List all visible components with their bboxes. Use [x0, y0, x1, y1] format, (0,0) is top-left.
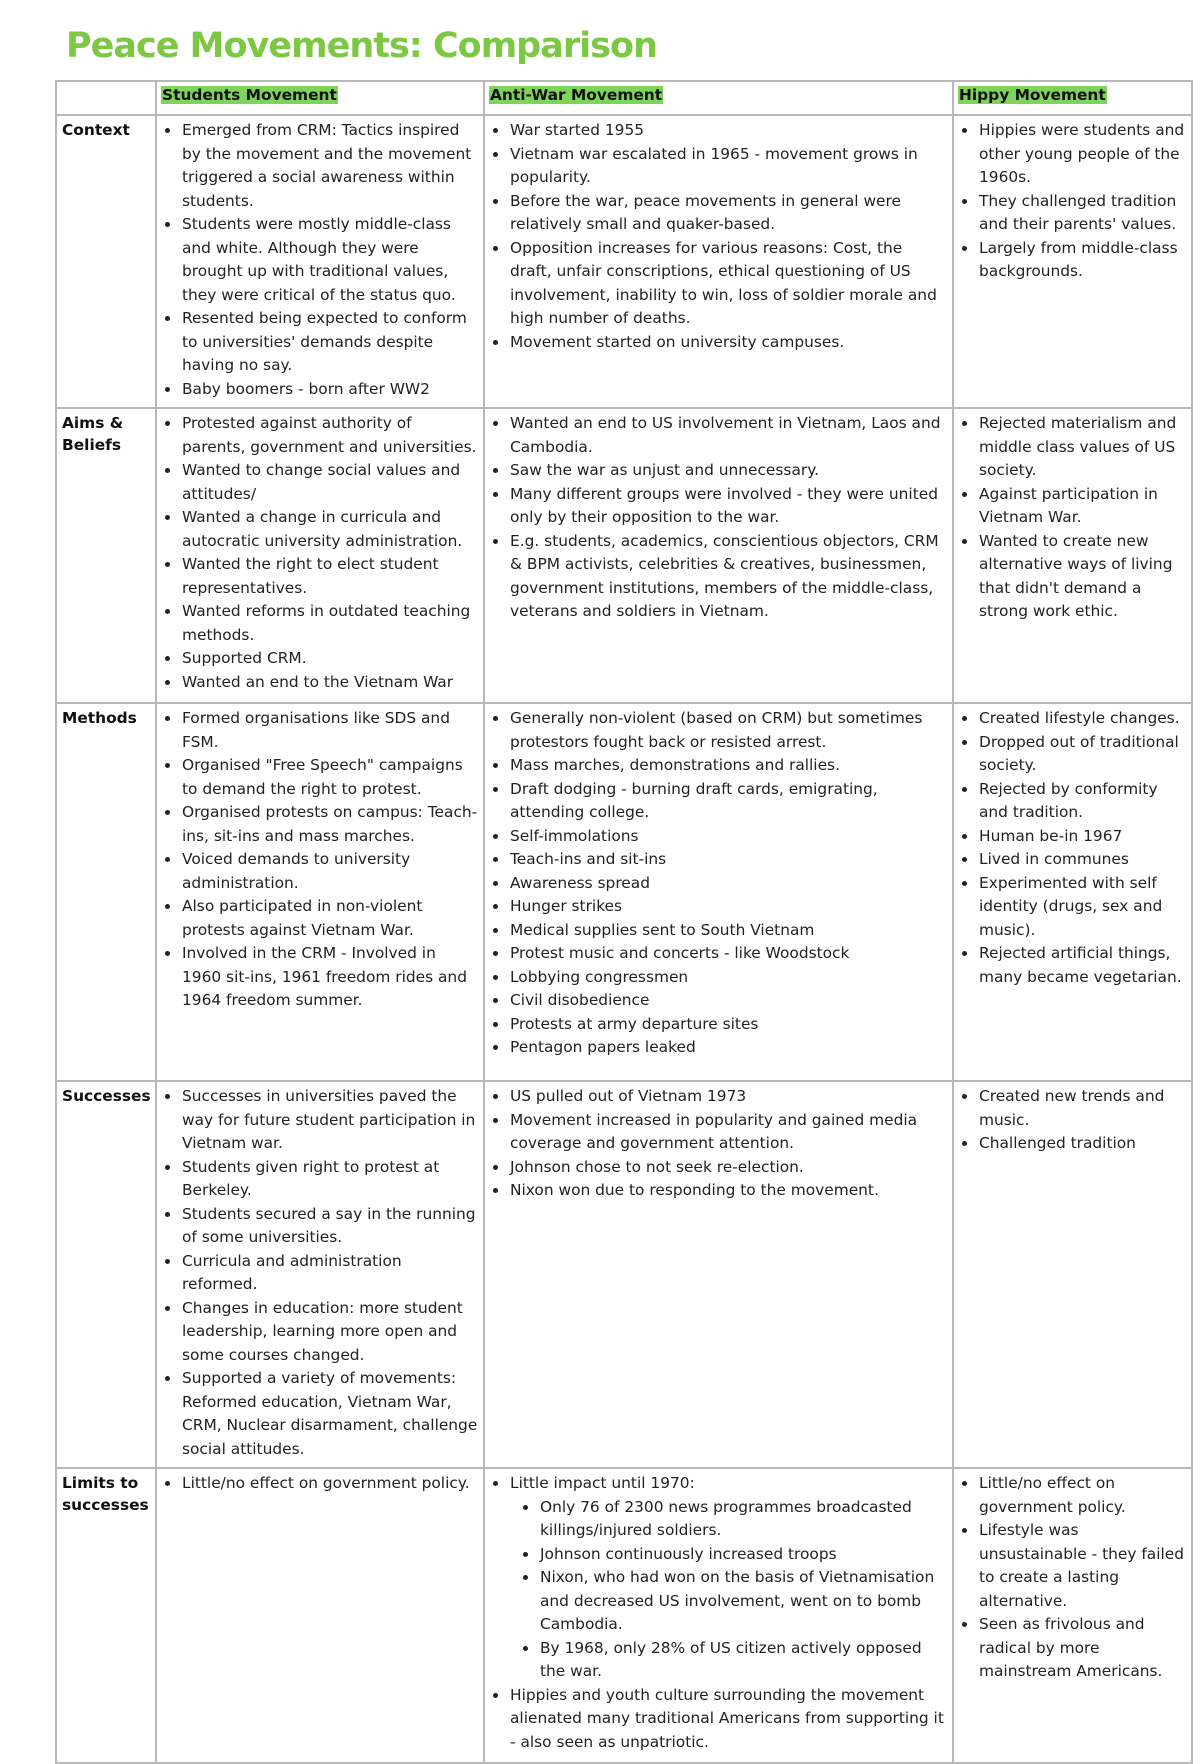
bullet-item: • Organised "Free Speech" campaigns to demand the right to protest. — [181, 754, 479, 801]
bullet-item: • Students secured a say in the running of some universities. — [181, 1203, 479, 1250]
bullet-item: • Students given right to protest at Berkeley. — [181, 1156, 479, 1203]
bullet-item: • Awareness spread — [509, 872, 948, 896]
cell-students — [156, 703, 484, 1081]
row-aims-beliefs — [56, 408, 1192, 703]
bullet-item — [509, 1472, 948, 1496]
bullet-item: • Wanted a change in curricula and autocratic university administration. — [181, 506, 479, 553]
bullet-item: • US pulled out of Vietnam 1973 — [509, 1085, 948, 1109]
bullet-item: • Changes in education: more student leadership, learning more open and some courses changed. — [181, 1297, 479, 1368]
cell-antiwar — [484, 703, 953, 1081]
bullet-item: • Supported a variety of movements: Reformed education, Vietnam War, CRM, Nuclear disarmament, challenge social attitudes. — [181, 1367, 479, 1461]
bullet-item: • Movement started on university campuses. — [509, 331, 948, 355]
bullet-item: • E.g. students, academics, conscientious objectors, CRM & BPM activists, celebrities & creatives, businessmen, government institutions, members of the middle-class, veterans and soldiers in Vietnam. — [509, 530, 948, 624]
bullet-item: • Little/no effect on government policy. — [181, 1472, 479, 1496]
bullet-item: • Involved in the CRM - Involved in 1960 sit-ins, 1961 freedom rides and 1964 freedom summer. — [181, 942, 479, 1013]
bullet-item: • Organised protests on campus: Teach-ins, sit-ins and mass marches. — [181, 801, 479, 848]
bullet-item: • Movement increased in popularity and gained media coverage and government attention. — [509, 1109, 948, 1156]
bullet-item: • Experimented with self identity (drugs, sex and music). — [978, 872, 1187, 943]
bullet-item: • Curricula and administration reformed. — [181, 1250, 479, 1297]
row-limits — [56, 1468, 1192, 1763]
row-label: Context — [56, 115, 156, 408]
bullet-item: • Successes in universities paved the way for future student participation in Vietnam war. — [181, 1085, 479, 1156]
bullet-item: • Created lifestyle changes. — [978, 707, 1187, 731]
bullet-item: • Mass marches, demonstrations and rallies. — [509, 754, 948, 778]
bullet-item: • Against participation in Vietnam War. — [978, 483, 1187, 530]
bullet-item: • Protests at army departure sites — [509, 1013, 948, 1037]
bullet-item: • Emerged from CRM: Tactics inspired by the movement and the movement triggered a social awareness within students. — [181, 119, 479, 213]
bullet-item: • Supported CRM. — [181, 647, 479, 671]
bullet-item: • Formed organisations like SDS and FSM. — [181, 707, 479, 754]
header-label: Hippy Movement — [959, 86, 1106, 104]
header-antiwar — [484, 81, 953, 115]
bullet-item: • Hippies were students and other young people of the 1960s. — [978, 119, 1187, 190]
header-label: Students Movement — [162, 86, 337, 104]
bullet-item: • Many different groups were involved - they were united only by their opposition to the war. — [509, 483, 948, 530]
bullet-item: • Human be-in 1967 — [978, 825, 1187, 849]
bullet-item: • Saw the war as unjust and unnecessary. — [509, 459, 948, 483]
bullet-item: • Resented being expected to conform to universities' demands despite having no say. — [181, 307, 479, 378]
row-label: Methods — [56, 703, 156, 1081]
bullet-item: • Lived in communes — [978, 848, 1187, 872]
row-label: Successes — [56, 1081, 156, 1468]
bullet-item: • Lifestyle was unsustainable - they failed to create a lasting alternative. — [978, 1519, 1187, 1613]
header-hippy — [953, 81, 1192, 115]
bullet-item: • Wanted the right to elect student representatives. — [181, 553, 479, 600]
row-methods — [56, 703, 1192, 1081]
row-successes — [56, 1081, 1192, 1468]
bullet-item: • Rejected materialism and middle class values of US society. — [978, 412, 1187, 483]
bullet-item: • Rejected artificial things, many became vegetarian. — [978, 942, 1187, 989]
sub-bullet-item: • Johnson continuously increased troops — [539, 1543, 948, 1567]
bullet-item: • Johnson chose to not seek re-election. — [509, 1156, 948, 1180]
page-title: Peace Movements: Comparison — [66, 26, 657, 66]
bullet-item: • Dropped out of traditional society. — [978, 731, 1187, 778]
header-students — [156, 81, 484, 115]
bullet-item: • Largely from middle-class backgrounds. — [978, 237, 1187, 284]
row-label: Aims & Beliefs — [56, 408, 156, 703]
cell-antiwar — [484, 1468, 953, 1763]
bullet-text: Little impact until 1970: — [510, 1474, 695, 1492]
bullet-item: • War started 1955 — [509, 119, 948, 143]
sub-list — [489, 1496, 948, 1684]
row-label: Limits to successes — [56, 1468, 156, 1763]
bullet-item: • Wanted to change social values and attitudes/ — [181, 459, 479, 506]
bullet-item: • Challenged tradition — [978, 1132, 1187, 1156]
sub-bullet-item: • By 1968, only 28% of US citizen actively opposed the war. — [539, 1637, 948, 1684]
cell-hippy — [953, 703, 1192, 1081]
cell-students — [156, 115, 484, 408]
cell-antiwar — [484, 408, 953, 703]
bullet-item: • Lobbying congressmen — [509, 966, 948, 990]
header-row — [56, 81, 1192, 115]
bullet-item: • Also participated in non-violent protests against Vietnam War. — [181, 895, 479, 942]
bullet-item: • They challenged tradition and their parents' values. — [978, 190, 1187, 237]
cell-students — [156, 1081, 484, 1468]
header-label: Anti-War Movement — [490, 86, 663, 104]
cell-hippy — [953, 1468, 1192, 1763]
bullet-item: • Opposition increases for various reasons: Cost, the draft, unfair conscriptions, ethical questioning of US involvement, inability to win, loss of soldier morale and high number of deaths. — [509, 237, 948, 331]
bullet-item: • Wanted to create new alternative ways of living that didn't demand a strong work ethic. — [978, 530, 1187, 624]
cell-antiwar — [484, 115, 953, 408]
cell-students — [156, 1468, 484, 1763]
cell-students — [156, 408, 484, 703]
cell-hippy — [953, 1081, 1192, 1468]
sub-bullet-item: • Nixon, who had won on the basis of Vietnamisation and decreased US involvement, went on to bomb Cambodia. — [539, 1566, 948, 1637]
comparison-table — [55, 80, 1193, 1764]
bullet-item: • Students were mostly middle-class and white. Although they were brought up with traditional values, they were critical of the status quo. — [181, 213, 479, 307]
sub-bullet-item: • Only 76 of 2300 news programmes broadcasted killings/injured soldiers. — [539, 1496, 948, 1543]
bullet-item: • Hunger strikes — [509, 895, 948, 919]
bullet-item: • Before the war, peace movements in general were relatively small and quaker-based. — [509, 190, 948, 237]
cell-hippy — [953, 408, 1192, 703]
bullet-item: • Self-immolations — [509, 825, 948, 849]
bullet-item: • Medical supplies sent to South Vietnam — [509, 919, 948, 943]
bullet-item: • Created new trends and music. — [978, 1085, 1187, 1132]
bullet-item: • Generally non-violent (based on CRM) but sometimes protestors fought back or resisted arrest. — [509, 707, 948, 754]
cell-antiwar — [484, 1081, 953, 1468]
bullet-item: • Nixon won due to responding to the movement. — [509, 1179, 948, 1203]
corner-cell — [56, 81, 156, 115]
bullet-item: • Teach-ins and sit-ins — [509, 848, 948, 872]
bullet-item: • Seen as frivolous and radical by more mainstream Americans. — [978, 1613, 1187, 1684]
bullet-item: • Rejected by conformity and tradition. — [978, 778, 1187, 825]
bullet-item: • Wanted an end to the Vietnam War — [181, 671, 479, 695]
bullet-item: • Little/no effect on government policy. — [978, 1472, 1187, 1519]
bullet-item: • Protested against authority of parents, government and universities. — [181, 412, 479, 459]
bullet-item: • Protest music and concerts - like Woodstock — [509, 942, 948, 966]
bullet-item: • Wanted reforms in outdated teaching methods. — [181, 600, 479, 647]
bullet-item: • Hippies and youth culture surrounding the movement alienated many traditional Americans from supporting it - also seen as unpatriotic. — [509, 1684, 948, 1755]
bullet-item: • Vietnam war escalated in 1965 - movement grows in popularity. — [509, 143, 948, 190]
bullet-item: • Draft dodging - burning draft cards, emigrating, attending college. — [509, 778, 948, 825]
row-context — [56, 115, 1192, 408]
cell-hippy — [953, 115, 1192, 408]
bullet-item: • Pentagon papers leaked — [509, 1036, 948, 1060]
bullet-item: • Voiced demands to university administration. — [181, 848, 479, 895]
bullet-item: • Wanted an end to US involvement in Vietnam, Laos and Cambodia. — [509, 412, 948, 459]
bullet-item: • Civil disobedience — [509, 989, 948, 1013]
bullet-item: • Baby boomers - born after WW2 — [181, 378, 479, 402]
